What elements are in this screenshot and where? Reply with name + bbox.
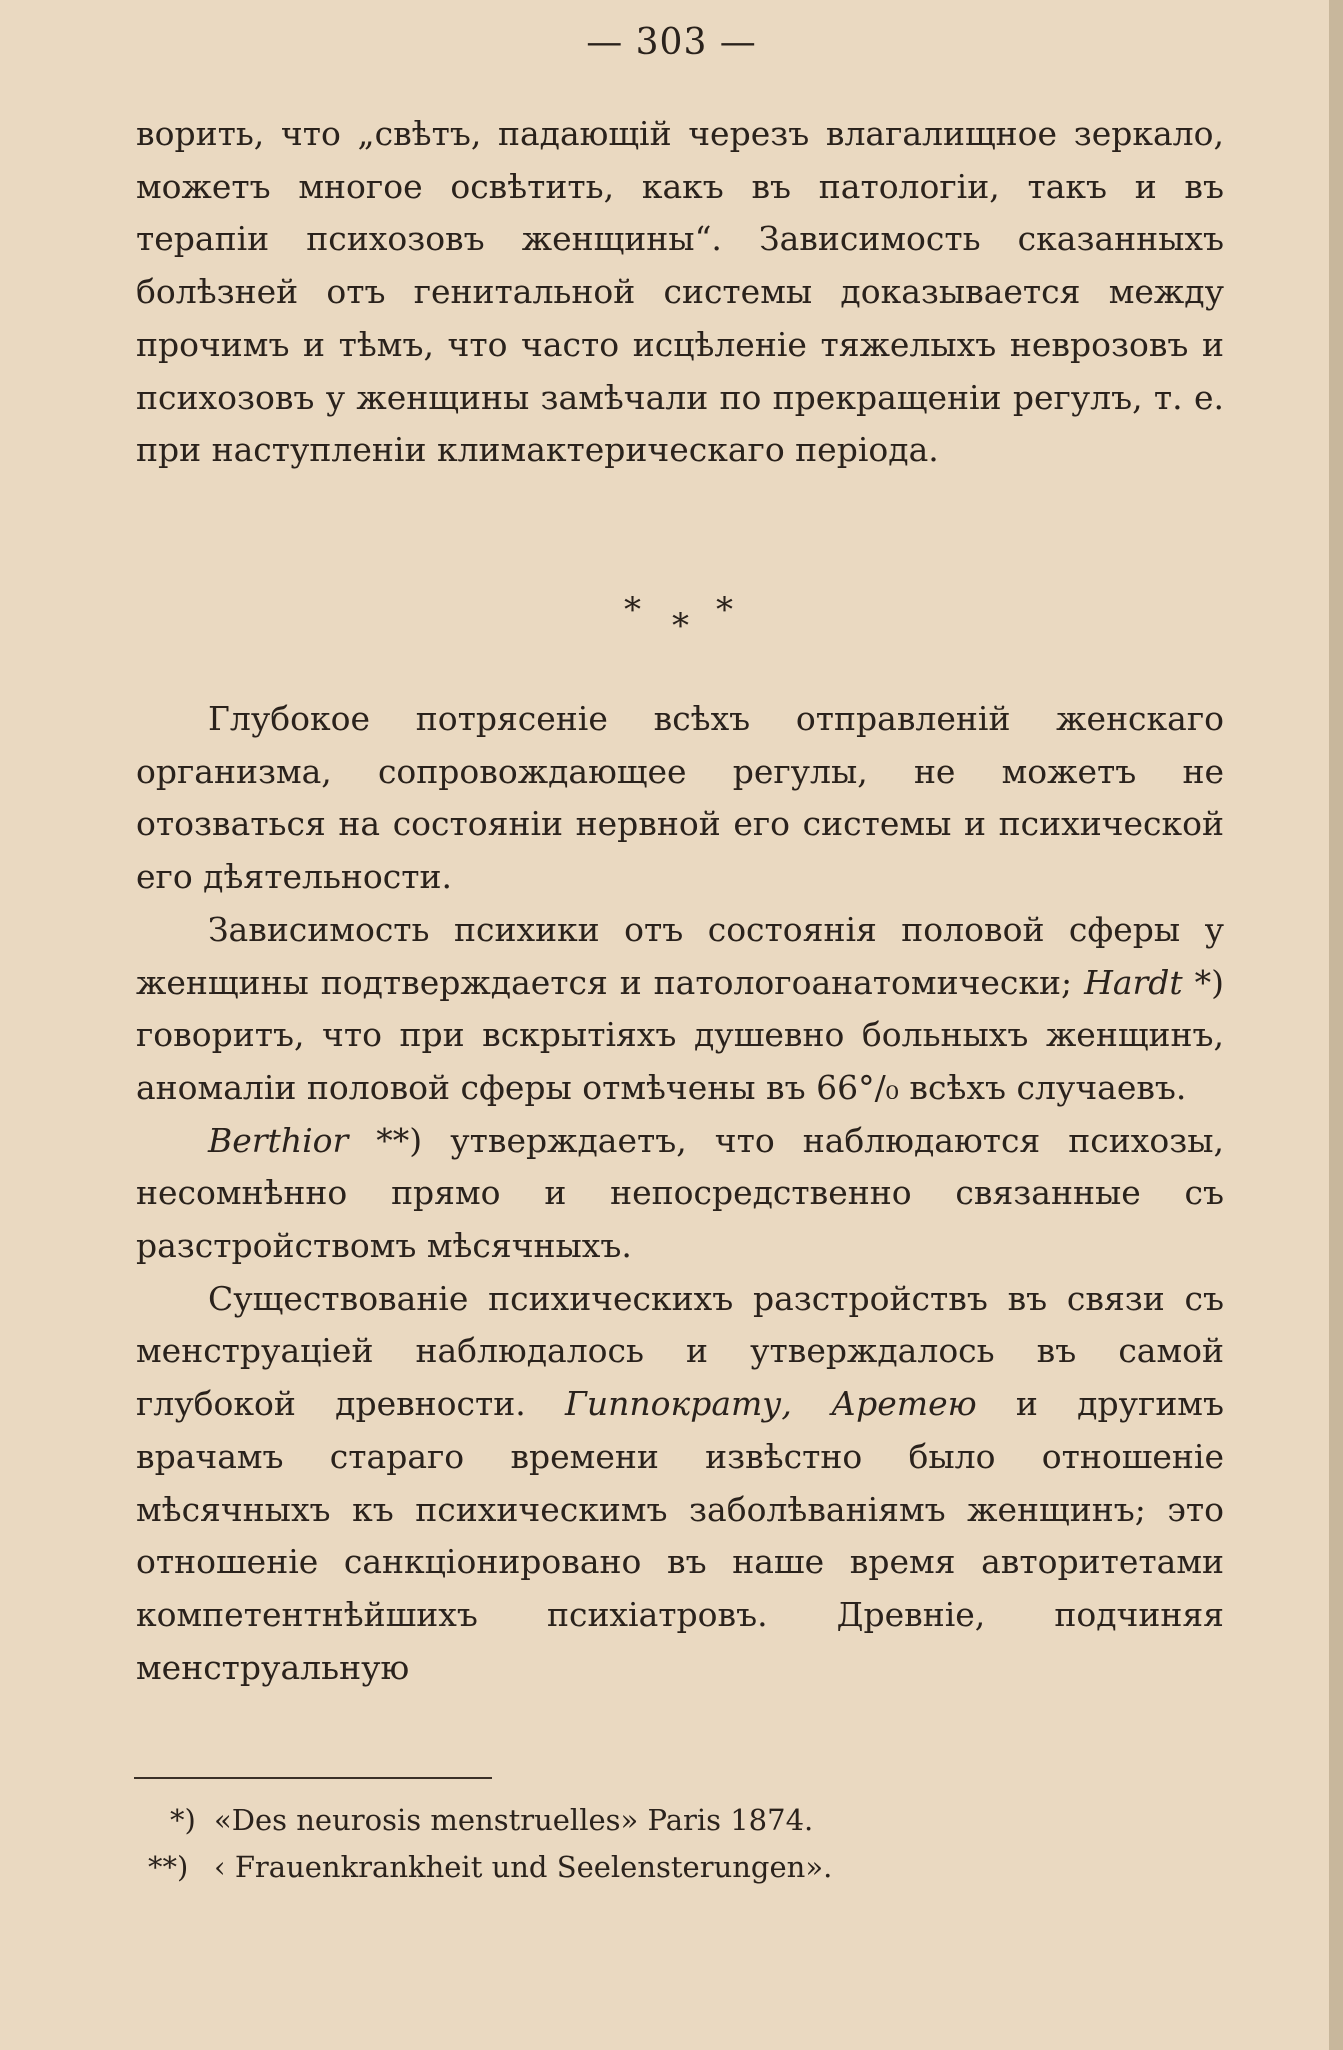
author-hardt: Hardt: [1084, 962, 1183, 1002]
footnote-2: [148, 1844, 1070, 1891]
footnote-2-text: ‹ Frauenkrankheit und Seelensterungen».: [214, 1850, 833, 1884]
section-separator: [0, 590, 1343, 650]
paragraph-hardt-before: Зависимость психики отъ состоянія половой сферы у женщины подтверждается и патологоанатомически;: [136, 909, 1224, 1002]
footnote-1-text: «Des neurosis menstruelles» Paris 1874.: [214, 1803, 814, 1837]
text-block-main: [136, 693, 1224, 1694]
footnote-1: [170, 1797, 1070, 1844]
paragraph-hardt-after: *) говоритъ, что при вскрытіяхъ душевно больныхъ женщинъ, аномаліи половой сферы отмѣчены въ 66°/₀ всѣхъ случаевъ.: [136, 962, 1224, 1107]
paragraph-hardt: [136, 904, 1224, 1115]
paragraph-antiquity: [136, 1273, 1224, 1695]
separator-star-middle: *: [672, 606, 689, 646]
paragraph-shock: Глубокое потрясеніе всѣхъ отправленій женскаго организма, сопровождающее регулы, не можетъ не отозваться на состояніи нервной его системы и психической его дѣятельности.: [136, 699, 1224, 897]
paragraph-berthior: [136, 1115, 1224, 1273]
paragraph-berthior-after: **) утверждаетъ, что наблюдаются психозы, несомнѣнно прямо и непосредственно связанные съ разстройствомъ мѣсячныхъ.: [136, 1120, 1224, 1266]
footnote-1-mark: *): [170, 1803, 196, 1837]
separator-star-right: *: [716, 590, 733, 630]
text-block-top: [136, 108, 1224, 477]
footnote-2-mark: **): [148, 1850, 189, 1884]
author-berthior: Berthior: [208, 1120, 349, 1160]
page-number: — 303 —: [586, 22, 757, 63]
authors-ancient: Гиппократу, Аретею: [565, 1384, 977, 1424]
separator-star-left: *: [624, 590, 641, 630]
footnote-rule: [134, 1777, 492, 1779]
paragraph-antiquity-before: Существованіе психическихъ разстройствъ въ связи съ менструаціей наблюдалось и утверждалось въ самой глубокой древности.: [136, 1278, 1224, 1424]
page-edge: [1329, 0, 1343, 2050]
footnotes: [148, 1797, 1070, 1891]
paragraph-antiquity-after: и другимъ врачамъ стараго времени извѣстно было отношеніе мѣсячныхъ къ психическимъ заболѣваніямъ женщинъ; это отношеніе санкціонировано въ наше время авторитетами компетентнѣйшихъ психіатровъ. Древніе, подчиняя менструальную: [136, 1384, 1224, 1687]
paragraph-continuation: ворить, что „свѣтъ, падающій черезъ влагалищное зеркало, можетъ многое освѣтить, какъ въ патологіи, такъ и въ терапіи психозовъ женщины“. Зависимость сказанныхъ болѣзней отъ генитальной системы доказывается между прочимъ и тѣмъ, что часто исцѣленіе тяжелыхъ неврозовъ и психозовъ у женщины замѣчали по прекращеніи регулъ, т. е. при наступленіи климактерическаго періода.: [136, 114, 1224, 470]
